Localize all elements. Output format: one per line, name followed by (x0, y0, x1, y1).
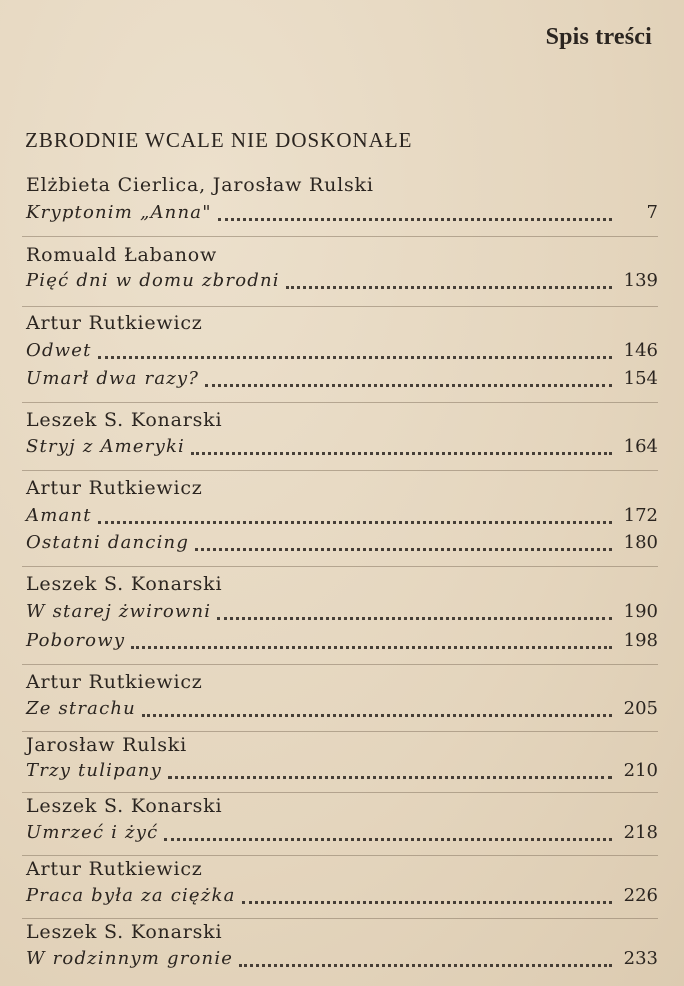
toc-entry[interactable] (26, 948, 658, 974)
toc-entry[interactable] (26, 601, 658, 627)
dot-leader (239, 964, 612, 967)
toc-author: Leszek S. Konarski (26, 921, 223, 943)
toc-entry[interactable] (26, 202, 658, 228)
toc-entry-title: Stryj z Ameryki (26, 436, 186, 457)
dot-leader (218, 218, 612, 221)
group-divider (22, 470, 658, 471)
toc-author: Artur Rutkiewicz (26, 858, 203, 880)
dot-leader (142, 714, 612, 717)
toc-entry-page: 198 (623, 630, 658, 651)
toc-entry[interactable] (26, 436, 658, 462)
toc-entry[interactable] (26, 270, 658, 296)
toc-entry-page: 205 (623, 698, 658, 719)
group-divider (22, 918, 658, 919)
toc-entry-page: 210 (623, 760, 658, 781)
group-divider (22, 236, 658, 237)
section-heading: ZBRODNIE WCALE NIE DOSKONAŁE (25, 128, 413, 152)
dot-leader (164, 838, 612, 841)
toc-author: Artur Rutkiewicz (26, 477, 203, 499)
toc-entry-title: W rodzinnym gronie (26, 948, 234, 969)
toc-entry-page: 7 (646, 202, 658, 223)
toc-entry-page: 190 (623, 601, 658, 622)
dot-leader (205, 384, 612, 387)
toc-entry-page: 218 (623, 822, 658, 843)
dot-leader (131, 646, 612, 649)
toc-entry-title: Umrzeć i żyć (26, 822, 159, 843)
group-divider (22, 402, 658, 403)
toc-entry-page: 172 (623, 505, 658, 526)
toc-entry-page: 226 (623, 885, 658, 906)
toc-author: Artur Rutkiewicz (26, 312, 203, 334)
toc-entry[interactable] (26, 368, 658, 394)
dot-leader (98, 521, 612, 524)
dot-leader (286, 286, 612, 289)
toc-entry-page: 233 (623, 948, 658, 969)
toc-author: Artur Rutkiewicz (26, 671, 203, 693)
group-divider (22, 566, 658, 567)
dot-leader (98, 356, 612, 359)
toc-entry-title: Amant (26, 505, 92, 526)
toc-entry[interactable] (26, 885, 658, 911)
toc-entry-title: Umarł dwa razy? (26, 368, 200, 389)
toc-entry-title: Ze strachu (26, 698, 136, 719)
group-divider (22, 664, 658, 665)
toc-entry-page: 164 (623, 436, 658, 457)
dot-leader (217, 617, 612, 620)
toc-entry[interactable] (26, 532, 658, 558)
toc-entry[interactable] (26, 505, 658, 531)
dot-leader (168, 776, 612, 779)
group-divider (22, 731, 658, 732)
toc-entry-page: 180 (623, 532, 658, 553)
toc-entry-title: Pięć dni w domu zbrodni (26, 270, 280, 291)
toc-entry-title: Poborowy (26, 630, 126, 651)
toc-author: Leszek S. Konarski (26, 795, 223, 817)
toc-entry[interactable] (26, 698, 658, 724)
toc-author: Leszek S. Konarski (26, 409, 223, 431)
toc-author: Jarosław Rulski (26, 734, 187, 756)
group-divider (22, 855, 658, 856)
dot-leader (195, 548, 612, 551)
toc-entry-page: 146 (623, 340, 658, 361)
toc-entry-title: Praca była za ciężka (26, 885, 236, 906)
toc-entry-title: Kryptonim „Anna" (26, 202, 212, 223)
toc-entry-title: Odwet (26, 340, 92, 361)
dot-leader (242, 901, 612, 904)
dot-leader (191, 452, 612, 455)
toc-entry[interactable] (26, 822, 658, 848)
toc-author: Romuald Łabanow (26, 244, 218, 266)
group-divider (22, 792, 658, 793)
toc-entry-title: Ostatni dancing (26, 532, 190, 553)
toc-entry[interactable] (26, 340, 658, 366)
toc-entry-page: 139 (623, 270, 658, 291)
toc-entry-page: 154 (623, 368, 658, 389)
toc-entry-title: W starej żwirowni (26, 601, 212, 622)
toc-entry[interactable] (26, 760, 658, 786)
toc-entry-title: Trzy tulipany (26, 760, 162, 781)
toc-author: Leszek S. Konarski (26, 573, 223, 595)
toc-author: Elżbieta Cierlica, Jarosław Rulski (26, 174, 374, 196)
page-title: Spis treści (545, 24, 652, 50)
group-divider (22, 306, 658, 307)
toc-entry[interactable] (26, 630, 658, 656)
